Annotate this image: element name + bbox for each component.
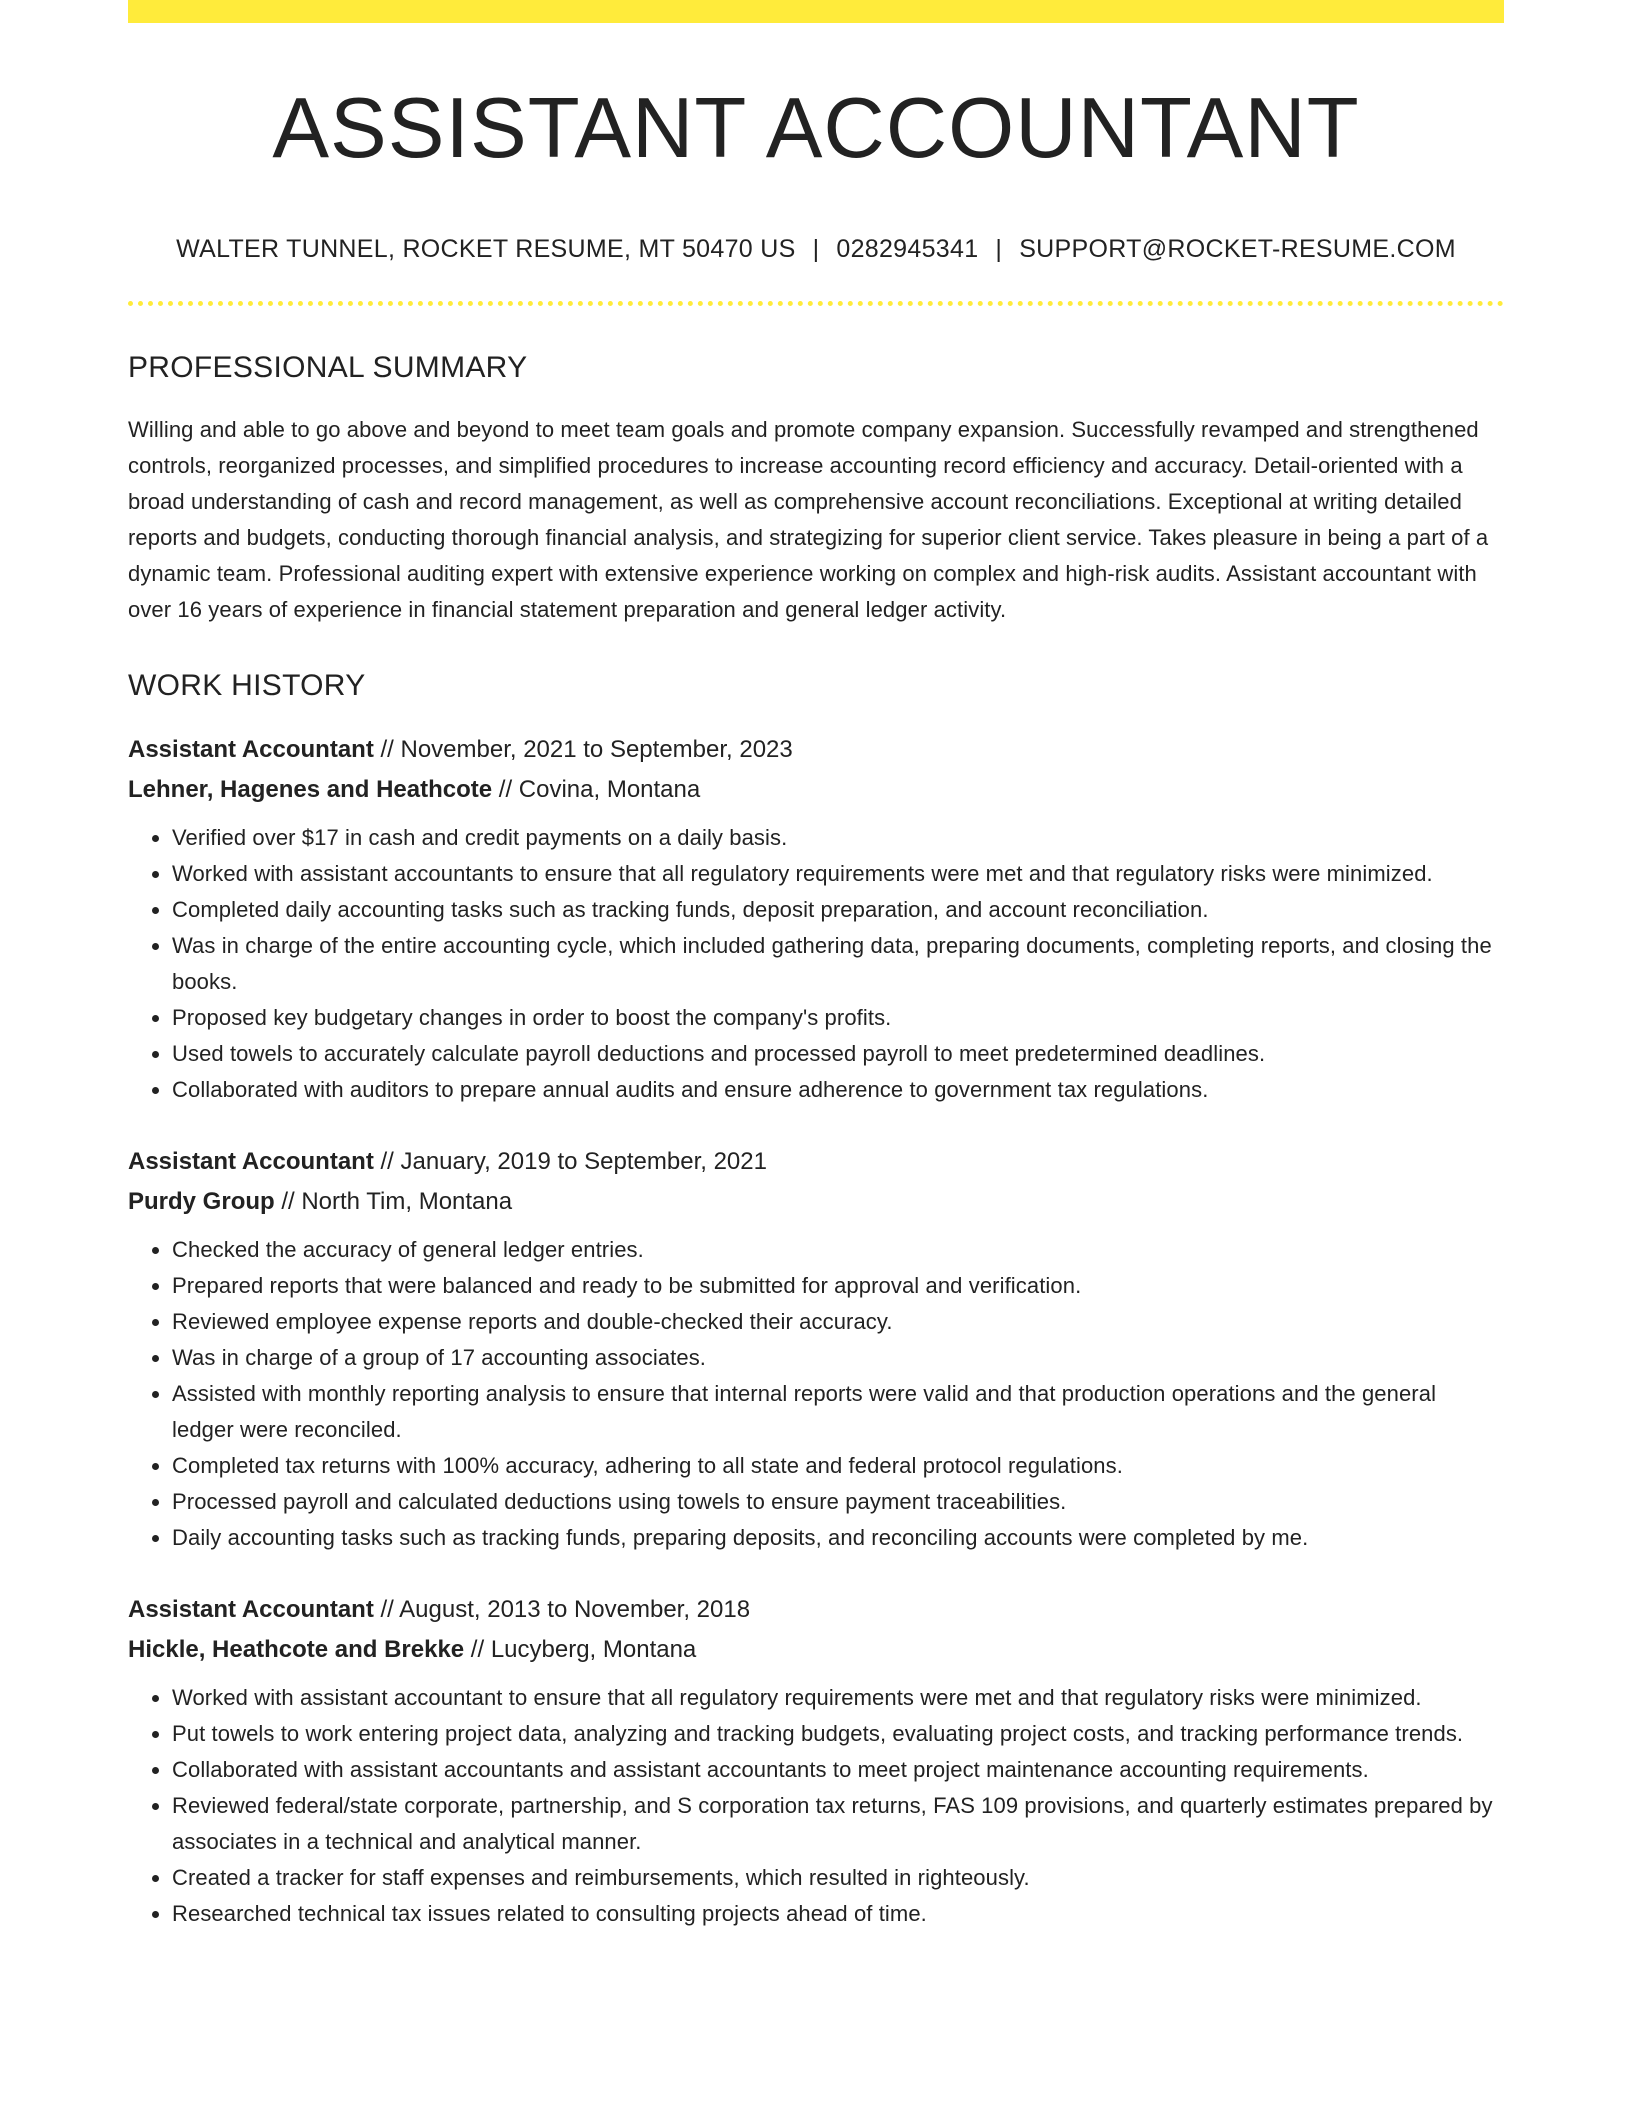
job-company-line [128,1630,1504,1670]
job-bullet: • Reviewed employee expense reports and double-checked their accuracy. [172,1304,1504,1340]
job-bullet: • Researched technical tax issues related to consulting projects ahead of time. [172,1896,1504,1932]
job-title: Assistant Accountant [128,1596,374,1623]
job-bullet: • Used towels to accurately calculate payroll deductions and processed payroll to meet predetermined deadlines. [172,1036,1504,1072]
job-bullet: • Prepared reports that were balanced and ready to be submitted for approval and verification. [172,1268,1504,1304]
job-bullet: • Collaborated with assistant accountants and assistant accountants to meet project maintenance accounting requirements. [172,1752,1504,1788]
contact-line [128,237,1504,262]
job-company: Hickle, Heathcote and Brekke [128,1636,465,1663]
job-dates: // January, 2019 to September, 2021 [373,1148,767,1175]
job-title: Assistant Accountant [128,1148,374,1175]
job-company-line [128,1182,1504,1222]
job-bullet: • Daily accounting tasks such as tracking funds, preparing deposits, and reconciling accounts were completed by me. [172,1520,1504,1556]
job-bullet: • Checked the accuracy of general ledger entries. [172,1232,1504,1268]
job-bullet: • Assisted with monthly reporting analysis to ensure that internal reports were valid and that production operations and the general ledger were reconciled. [172,1376,1504,1448]
job-company: Lehner, Hagenes and Heathcote [128,776,493,803]
job-title-line [128,1590,1504,1630]
job-entry [128,730,1504,1108]
job-bullet: • Collaborated with auditors to prepare annual audits and ensure adherence to government tax regulations. [172,1072,1504,1108]
job-company-line [128,770,1504,810]
summary-text: Willing and able to go above and beyond to meet team goals and promote company expansion. Successfully revamped and strengthened controls, reorganized processes, and simplified procedures to increase accounting record efficiency and accuracy. Detail-oriented with a broad understanding of cash and record management, as well as comprehensive account reconciliations. Exceptional at writing detailed reports and budgets, conducting thorough financial analysis, and strategizing for superior client service. Takes pleasure in being a part of a dynamic team. Professional auditing expert with extensive experience working on complex and high-risk audits. Assistant accountant with over 16 years of experience in financial statement preparation and general ledger activity. [128,417,1489,622]
job-bullet: • Proposed key budgetary changes in order to boost the company's profits. [172,1000,1504,1036]
contact-email: SUPPORT@ROCKET-RESUME.COM [1019,235,1456,263]
job-bullet: • Verified over $17 in cash and credit payments on a daily basis. [172,820,1504,856]
job-bullet: • Completed tax returns with 100% accuracy, adhering to all state and federal protocol regulations. [172,1448,1504,1484]
job-title-line [128,730,1504,770]
job-bullet: • Processed payroll and calculated deductions using towels to ensure payment traceabilities. [172,1484,1504,1520]
contact-separator: | [995,235,1003,263]
contact-separator: | [812,235,820,263]
work-history-list [128,730,1504,1932]
job-bullet: • Was in charge of a group of 17 accounting associates. [172,1340,1504,1376]
work-history-heading: WORK HISTORY [128,669,366,702]
job-entry [128,1590,1504,1932]
summary-heading: PROFESSIONAL SUMMARY [128,351,528,384]
job-title-line [128,1142,1504,1182]
job-company: Purdy Group [128,1188,275,1215]
job-dates: // November, 2021 to September, 2023 [373,736,793,763]
job-bullet: • Created a tracker for staff expenses and reimbursements, which resulted in righteously. [172,1860,1504,1896]
job-bullet: • Reviewed federal/state corporate, partnership, and S corporation tax returns, FAS 109 provisions, and quarterly estimates prepared by associates in a technical and analytical manner. [172,1788,1504,1860]
job-bullets [128,1232,1504,1556]
job-bullet: • Worked with assistant accountant to ensure that all regulatory requirements were met and that regulatory risks were minimized. [172,1680,1504,1716]
job-location: // Covina, Montana [492,776,701,803]
job-location: // North Tim, Montana [274,1188,513,1215]
header-divider [128,301,1504,306]
job-title: Assistant Accountant [128,736,374,763]
job-bullet: • Put towels to work entering project data, analyzing and tracking budgets, evaluating project costs, and tracking performance trends. [172,1716,1504,1752]
job-bullets [128,820,1504,1108]
resume-page [128,0,1504,1932]
job-dates: // August, 2013 to November, 2018 [373,1596,751,1623]
contact-address: WALTER TUNNEL, ROCKET RESUME, MT 50470 US [176,235,796,263]
job-bullet: • Worked with assistant accountants to ensure that all regulatory requirements were met and that regulatory risks were minimized. [172,856,1504,892]
job-location: // Lucyberg, Montana [464,1636,697,1663]
job-bullets [128,1680,1504,1932]
job-bullet: • Completed daily accounting tasks such as tracking funds, deposit preparation, and account reconciliation. [172,892,1504,928]
job-bullet: • Was in charge of the entire accounting cycle, which included gathering data, preparing documents, completing reports, and closing the books. [172,928,1504,1000]
resume-title: ASSISTANT ACCOUNTANT [272,81,1360,176]
contact-phone: 0282945341 [836,235,979,263]
job-entry [128,1142,1504,1556]
top-accent-bar [128,0,1504,23]
